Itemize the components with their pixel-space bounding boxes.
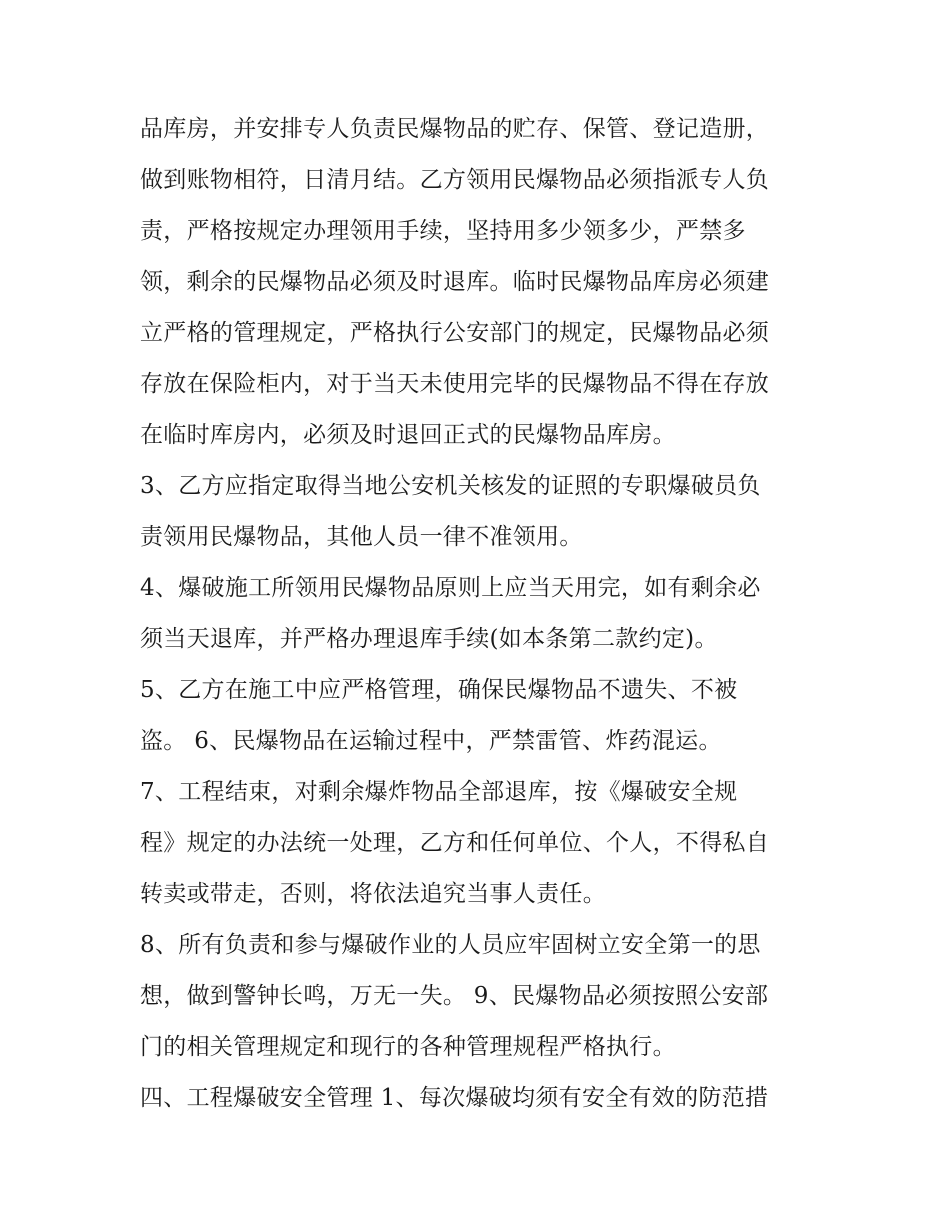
text-line: 立严格的管理规定，严格执行公安部门的规定，民爆物品必须 bbox=[140, 320, 770, 346]
text-line: 程》规定的办法统一处理，乙方和任何单位、个人，不得私自 bbox=[140, 830, 770, 856]
text-line: 须当天退库，并严格办理退库手续(如本条第二款约定)。 bbox=[140, 626, 718, 652]
text-line: 领，剩余的民爆物品必须及时退库。临时民爆物品库房必须建 bbox=[140, 269, 770, 295]
text-line: 责领用民爆物品，其他人员一律不准领用。 bbox=[140, 524, 583, 550]
text-line: 做到账物相符，日清月结。乙方领用民爆物品必须指派专人负 bbox=[140, 167, 770, 193]
text-line: 3、乙方应指定取得当地公安机关核发的证照的专职爆破员负 bbox=[140, 473, 761, 499]
text-line: 门的相关管理规定和现行的各种管理规程严格执行。 bbox=[140, 1034, 676, 1060]
text-line: 责，严格按规定办理领用手续，坚持用多少领多少，严禁多 bbox=[140, 218, 746, 244]
text-line: 品库房，并安排专人负责民爆物品的贮存、保管、登记造册， bbox=[140, 116, 770, 142]
document-body bbox=[140, 104, 820, 1124]
text-line: 5、乙方在施工中应严格管理，确保民爆物品不遗失、不被 bbox=[140, 677, 738, 703]
text-line: 存放在保险柜内，对于当天未使用完毕的民爆物品不得在存放 bbox=[140, 371, 770, 397]
text-line: 4、爆破施工所领用民爆物品原则上应当天用完，如有剩余必 bbox=[140, 575, 761, 601]
text-line: 7、工程结束，对剩余爆炸物品全部退库，按《爆破安全规 bbox=[140, 779, 738, 805]
text-line: 想，做到警钟长鸣，万无一失。 9、民爆物品必须按照公安部 bbox=[140, 983, 769, 1009]
text-line: 四、工程爆破安全管理 1、每次爆破均须有安全有效的防范措 bbox=[140, 1085, 769, 1111]
text-line: 8、所有负责和参与爆破作业的人员应牢固树立安全第一的思 bbox=[140, 932, 761, 958]
text-line: 转卖或带走，否则，将依法追究当事人责任。 bbox=[140, 881, 606, 907]
text-line: 在临时库房内，必须及时退回正式的民爆物品库房。 bbox=[140, 422, 676, 448]
text-line: 盗。 6、民爆物品在运输过程中，严禁雷管、炸药混运。 bbox=[140, 728, 722, 754]
